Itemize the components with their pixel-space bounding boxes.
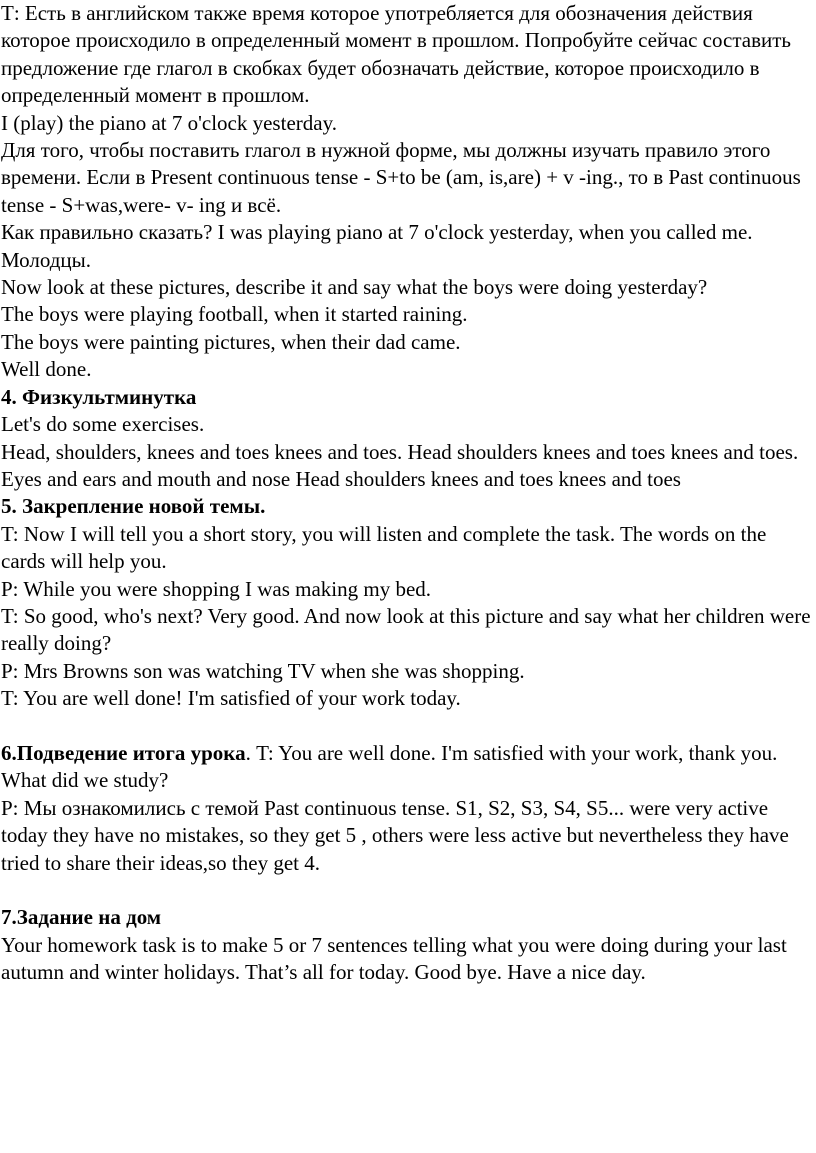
paragraph-well-done: Well done. bbox=[1, 357, 92, 382]
paragraph-summary bbox=[1, 740, 813, 795]
paragraph-teacher-next: T: So good, who's next? Very good. And now look at this picture and say what her children were really doing? bbox=[1, 603, 811, 656]
section-heading-4: 4. Физкультминутка bbox=[1, 384, 197, 409]
paragraph-homework: Your homework task is to make 5 or 7 sentences telling what you were doing during your last autumn and winter holidays. That’s all for today. Good bye. Have a nice day. bbox=[1, 932, 787, 985]
paragraph-song: Head, shoulders, knees and toes knees and toes. Head shoulders knees and toes knees and toes. Eyes and ears and mouth and nose Head shoulders knees and toes knees and toes bbox=[1, 439, 799, 491]
paragraph-example-sentence: I (play) the piano at 7 o'clock yesterday. bbox=[1, 110, 337, 135]
blank-line bbox=[1, 713, 813, 740]
paragraph-pupil-answer-2: P: Mrs Browns son was watching TV when she was shopping. bbox=[1, 658, 525, 683]
section-heading-7: 7.Задание на дом bbox=[1, 905, 162, 930]
paragraph-rule: Для того, чтобы поставить глагол в нужной форме, мы должны изучать правило этого времени. Если в Present continuous tense - S+to be (am, is,are) + v -ing., то в Past continuous tense - S+was,were- v- ing и всё. bbox=[1, 138, 801, 217]
paragraph-pupil-answer-1: P: While you were shopping I was making my bed. bbox=[1, 576, 432, 601]
paragraph-boys-football: The boys were playing football, when it started raining. bbox=[1, 302, 468, 327]
paragraph-answer: Как правильно сказать? I was playing piano at 7 o'clock yesterday, when you called me. Молодцы. bbox=[1, 220, 753, 272]
section-heading-6: 6.Подведение итога урока bbox=[1, 740, 246, 765]
blank-line bbox=[1, 877, 813, 904]
paragraph-pictures-task: Now look at these pictures, describe it and say what the boys were doing yesterday? bbox=[1, 275, 708, 300]
paragraph-story-task: T: Now I will tell you a short story, you will listen and complete the task. The words on the cards will help you. bbox=[1, 521, 767, 574]
paragraph-teacher-intro: Т: Есть в английском также время которое употребляется для обозначения действия которое происходило в определенный момент в прошлом. Попробуйте сейчас составить предложение где глагол в скобках будет обозначать действие, которое происходило в определенный момент в прошлом. bbox=[1, 1, 791, 108]
paragraph-pupil-summary: P: Мы ознакомились с темой Past continuous tense. S1, S2, S3, S4, S5... were very active today they have no mistakes, so they get 5 , others were less active but nevertheless they have tried to share their ideas,so they get 4. bbox=[1, 795, 789, 875]
paragraph-exercises: Let's do some exercises. bbox=[1, 412, 205, 437]
paragraph-teacher-praise: T: You are well done! I'm satisfied of your work today. bbox=[1, 686, 461, 711]
section-heading-5: 5. Закрепление новой темы. bbox=[1, 494, 266, 519]
summary-text: . T: You are well done. I'm satisfied with your work, thank you. What did we study? bbox=[1, 740, 778, 793]
paragraph-boys-painting: The boys were painting pictures, when their dad came. bbox=[1, 329, 461, 354]
